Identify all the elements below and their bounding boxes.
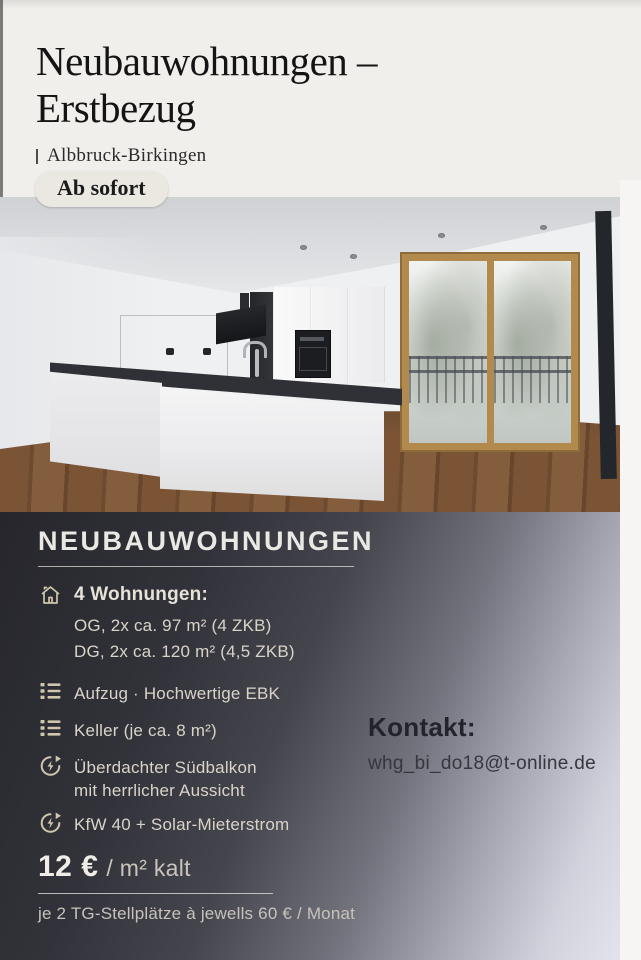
- header: [36, 38, 596, 167]
- feature-wohnungen: [38, 582, 620, 607]
- detail-og: OG, 2x ca. 97 m² (4 ZKB): [74, 616, 272, 635]
- spotlight-icon: [540, 225, 547, 230]
- wall-socket: [203, 348, 211, 355]
- title-line-2: Erstbezug: [36, 84, 196, 131]
- railing-posts: [494, 356, 572, 403]
- title-line-1: Neubauwohnungen –: [36, 38, 378, 84]
- page-title: [36, 38, 596, 131]
- feature-aufzug: [38, 679, 620, 705]
- wohnungen-details: [74, 613, 620, 665]
- contact-email: whg_bi_do18@t-online.de: [368, 753, 596, 774]
- detail-dg: DG, 2x ca. 120 m² (4,5 ZKB): [74, 642, 295, 661]
- price-unit: / m² kalt: [106, 855, 191, 881]
- oven-door: [299, 347, 327, 371]
- feature-line-1: Überdachter Südbalkon: [74, 758, 257, 777]
- glass-pane: [494, 261, 572, 443]
- feature-label: Aufzug · Hochwertige EBK: [74, 684, 281, 703]
- oven-display: [300, 337, 324, 341]
- feature-label: KfW 40 + Solar-Mieterstrom: [74, 815, 290, 834]
- location-label: Albbruck-Birkingen: [47, 145, 207, 167]
- wall-socket: [166, 348, 174, 355]
- price-underline: [38, 893, 273, 894]
- parking-info: je 2 TG-Stellplätze à jewells 60 € / Monat: [38, 904, 356, 923]
- spotlight-icon: [438, 233, 445, 238]
- energy-icon: [38, 753, 65, 778]
- list-icon: [38, 716, 65, 739]
- contact-block: [368, 712, 596, 775]
- scan-edge-top: [0, 0, 641, 9]
- price-amount: 12 €: [38, 850, 99, 883]
- list-icon: [38, 679, 65, 702]
- faucet-icon: [255, 349, 259, 377]
- railing-posts: [409, 356, 487, 403]
- scan-edge-right: [620, 180, 641, 960]
- heading-underline: [38, 566, 354, 567]
- apartment-photo: [0, 197, 620, 512]
- built-in-oven: [295, 330, 331, 378]
- energy-icon: [38, 810, 65, 835]
- price-row: [38, 850, 620, 884]
- location-bar-icon: [36, 149, 38, 164]
- panel-heading: NEUBAUWOHNUNGEN: [38, 526, 374, 556]
- availability-badge: Ab sofort: [35, 171, 168, 207]
- feature-label: [74, 753, 257, 802]
- contact-heading: Kontakt:: [368, 712, 476, 742]
- kitchen-island-side: [50, 365, 162, 477]
- house-icon: [38, 582, 65, 607]
- feature-label: Keller (je ca. 8 m²): [74, 721, 217, 740]
- feature-kfw: [38, 810, 620, 836]
- spotlight-icon: [300, 245, 307, 250]
- balcony-door: [400, 252, 580, 452]
- glass-pane: [409, 261, 487, 443]
- spotlight-icon: [350, 254, 357, 259]
- info-panel: [0, 512, 620, 960]
- feature-label: 4 Wohnungen:: [74, 584, 208, 605]
- location-row: [36, 145, 596, 167]
- feature-line-2: mit herrlicher Aussicht: [74, 781, 245, 800]
